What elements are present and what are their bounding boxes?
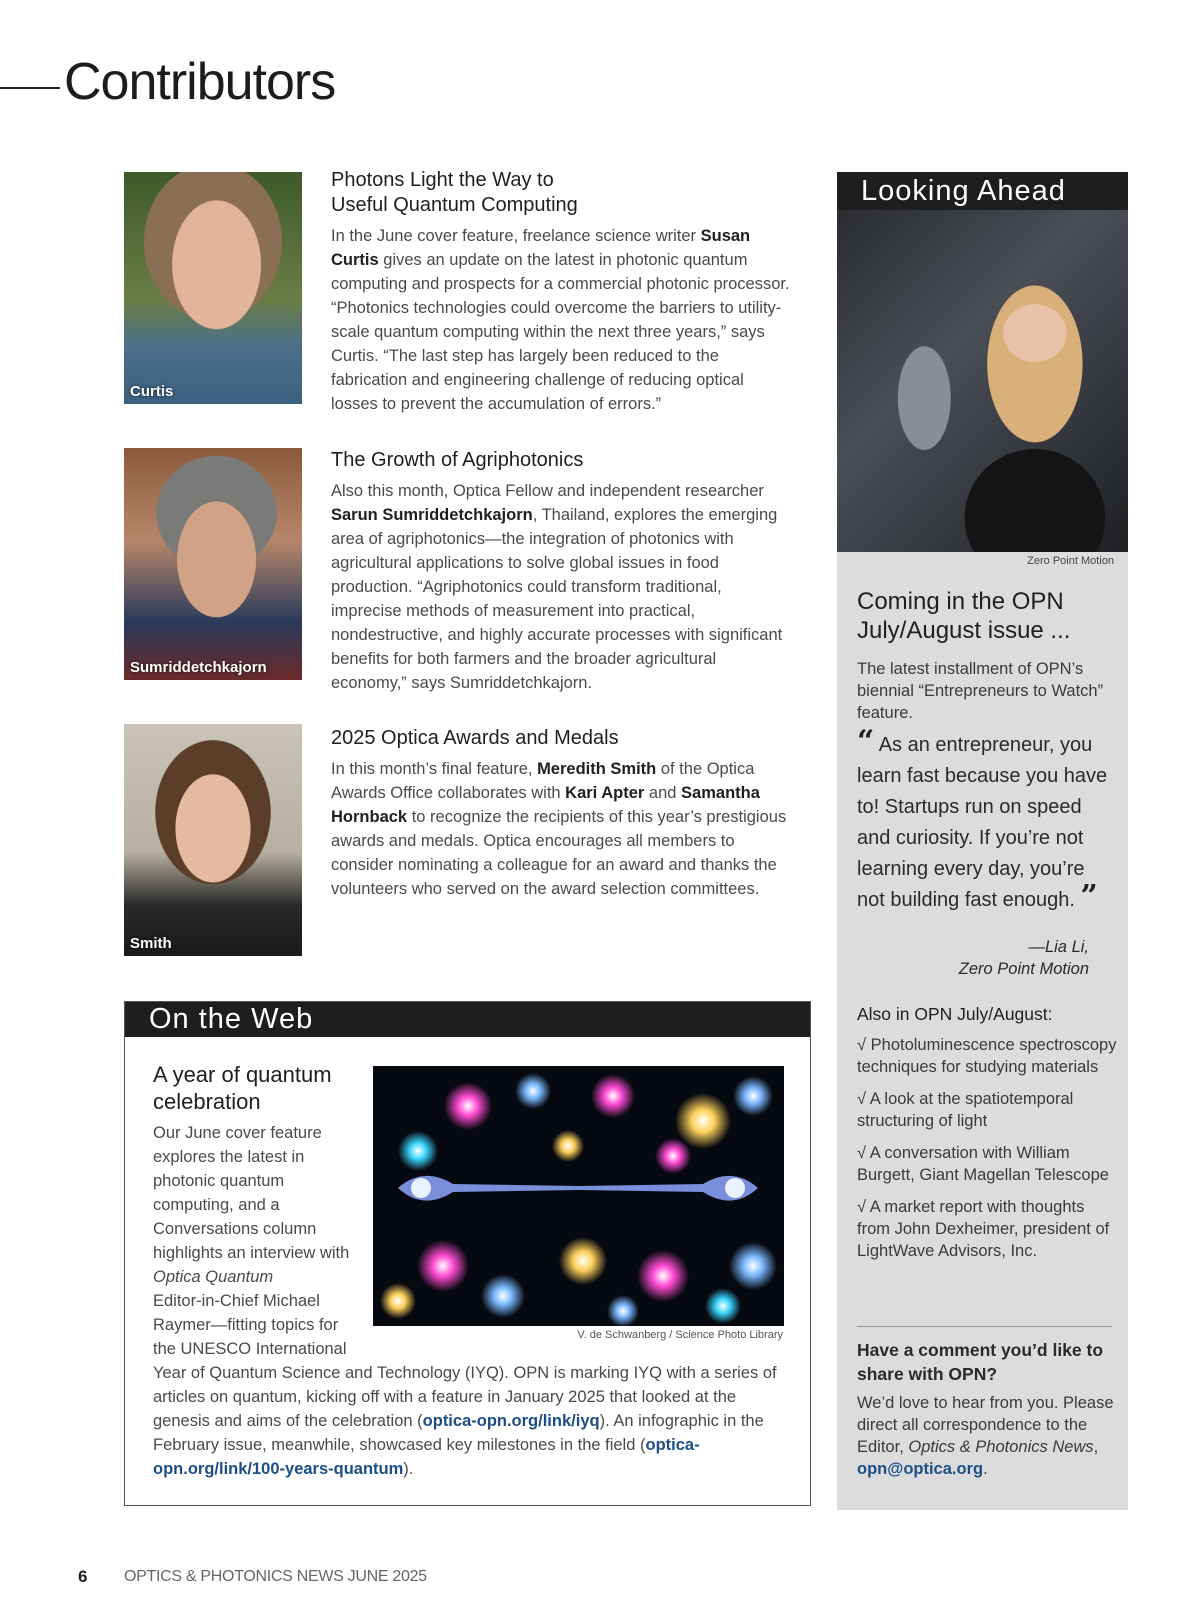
coming-issue-intro: The latest installment of OPN’s biennial “Entrepreneurs to Watch” feature. — [857, 660, 1104, 722]
photo-credit: Zero Point Motion — [1027, 555, 1114, 567]
looking-ahead-heading: Looking Ahead — [837, 172, 1128, 210]
attribution-company: Zero Point Motion — [958, 960, 1089, 978]
body-text: Our June cover feature explores the latest in photonic quantum computing, and a Conversations column highlights an interview with — [153, 1124, 350, 1262]
article-title: The Growth of Agriphotonics — [331, 449, 584, 471]
web-article-title: A year of quantum celebration — [153, 1062, 332, 1114]
open-quote-icon: “ — [857, 724, 875, 759]
web-body-narrow-tail: Editor-in-Chief Michael Raymer—fitting topics for the UNESCO International — [153, 1292, 347, 1358]
author-name: Susan Curtis — [331, 227, 751, 269]
author-name: Kari Apter — [565, 784, 645, 802]
body-text: Also this month, Optica Fellow and independent researcher — [331, 482, 764, 500]
publication-footer: OPTICS & PHOTONICS NEWS JUNE 2025 — [124, 1568, 427, 1585]
web-body-narrow — [153, 1121, 353, 1361]
body-text: Year of Quantum Science and Technology (IYQ). OPN is marking IYQ with a series of articles on quantum, kicking off with a feature in January 2025 that looked at the genesis and aims of the celebration ( — [153, 1364, 777, 1430]
journal-name: Optica Quantum — [153, 1268, 274, 1286]
comment-body — [857, 1392, 1117, 1480]
body-text: of the Optica Awards Office collaborates with — [331, 760, 755, 802]
iyq-link[interactable]: optica-opn.org/link/iyq — [422, 1412, 600, 1430]
body-text: and — [644, 784, 682, 802]
article-title — [331, 168, 791, 218]
author-name: Meredith Smith — [537, 760, 657, 778]
body-text: gives an update on the latest in photonic quantum computing and prospects for a commercial photonic processor. “Photonics technologies could overcome the barriers to utility-scale quantum computing within the next three years,” says Curtis. “The last step has largely been reduced to the fabrication and engineering challenge of reducing optical losses to prevent the accumulation of errors.” — [331, 251, 790, 413]
body-text: In this month’s final feature, — [331, 760, 538, 778]
lia-li-photo — [837, 210, 1128, 552]
coming-issue-title: Coming in the OPN July/August issue ... — [857, 588, 1071, 644]
quote-text: As an entrepreneur, you learn fast because you have to! Startups run on speed and curiosity. If you’re not learning every day, you’re not building fast enough. — [857, 734, 1108, 911]
web-body-wide — [153, 1361, 793, 1481]
author-name: Samantha Hornback — [331, 784, 760, 826]
author-name: Sarun Sumriddetchkajorn — [331, 506, 533, 524]
web-article-body — [153, 1121, 793, 1481]
article-agriphotonics — [331, 448, 791, 695]
page-title: Contributors — [64, 53, 336, 111]
article-title-line: Useful Quantum Computing — [331, 194, 578, 216]
attribution-name: —Lia Li, — [1028, 938, 1089, 956]
also-in-list — [857, 1034, 1117, 1272]
page-number: 6 — [78, 1567, 88, 1586]
also-in-title: Also in OPN July/August: — [857, 1004, 1053, 1024]
curtis-photo — [124, 172, 302, 404]
list-item: √ A look at the spatiotemporal structuring of light — [857, 1090, 1074, 1130]
article-body — [331, 224, 791, 416]
article-title-line: Photons Light the Way to — [331, 169, 554, 191]
photo-caption: Sumriddetchkajorn — [130, 659, 267, 676]
quote-attribution — [959, 936, 1089, 980]
body-text: . — [983, 1460, 988, 1478]
100-years-quantum-link[interactable]: optica-opn.org/link/100-years-quantum — [153, 1436, 700, 1478]
article-title: 2025 Optica Awards and Medals — [331, 727, 619, 749]
on-the-web-heading: On the Web — [125, 1002, 810, 1037]
list-item: √ A conversation with William Burgett, Giant Magellan Telescope — [857, 1144, 1109, 1184]
list-item: √ A market report with thoughts from John Dexheimer, president of LightWave Advisors, Inc. — [857, 1198, 1110, 1260]
body-text: In the June cover feature, freelance science writer — [331, 227, 701, 245]
photo-caption: Curtis — [130, 383, 174, 400]
photo-caption: Smith — [130, 935, 172, 952]
comment-title: Have a comment you’d like to share with OPN? — [857, 1340, 1104, 1384]
article-body — [331, 479, 791, 695]
sumriddetchkajorn-photo — [124, 448, 302, 680]
article-body — [331, 757, 791, 901]
article-curtis — [331, 168, 791, 416]
body-text: , — [1093, 1438, 1099, 1456]
body-text: ). — [403, 1460, 414, 1478]
divider — [857, 1326, 1112, 1327]
body-text: to recognize the recipients of this year’s prestigious awards and medals. Optica encourages all members to consider nominating a colleague for an award and thanks the volunteers who served on the award selection committees. — [331, 808, 787, 898]
close-quote-icon: ” — [1080, 879, 1098, 914]
body-text: We’d love to hear from you. Please direct all correspondence to the Editor, — [857, 1394, 1114, 1456]
looking-ahead-sidebar — [837, 172, 1128, 1510]
body-text: , Thailand, explores the emerging area of agriphotonics—the integration of photonics with agricultural applications to solve global issues in food production. “Agriphotonics could transform traditional, imprecise methods of measurement into practical, nondestructive, and highly accurate processes with significant benefits for both farmers and the broader agricultural economy,” says Sumriddetchkajorn. — [331, 506, 783, 692]
article-awards — [331, 726, 791, 901]
list-item: √ Photoluminescence spectroscopy techniques for studying materials — [857, 1036, 1117, 1076]
smith-photo — [124, 724, 302, 956]
image-credit: V. de Schwanberg / Science Photo Library — [577, 1329, 783, 1341]
email-link[interactable]: opn@optica.org — [857, 1460, 984, 1478]
on-the-web-box — [124, 1001, 811, 1506]
pull-quote — [857, 724, 1113, 916]
publication-name: Optics & Photonics News — [908, 1438, 1094, 1456]
body-text: ). An infographic in the February issue, meanwhile, showcased key milestones in the field ( — [153, 1412, 764, 1454]
title-rule — [0, 87, 60, 89]
